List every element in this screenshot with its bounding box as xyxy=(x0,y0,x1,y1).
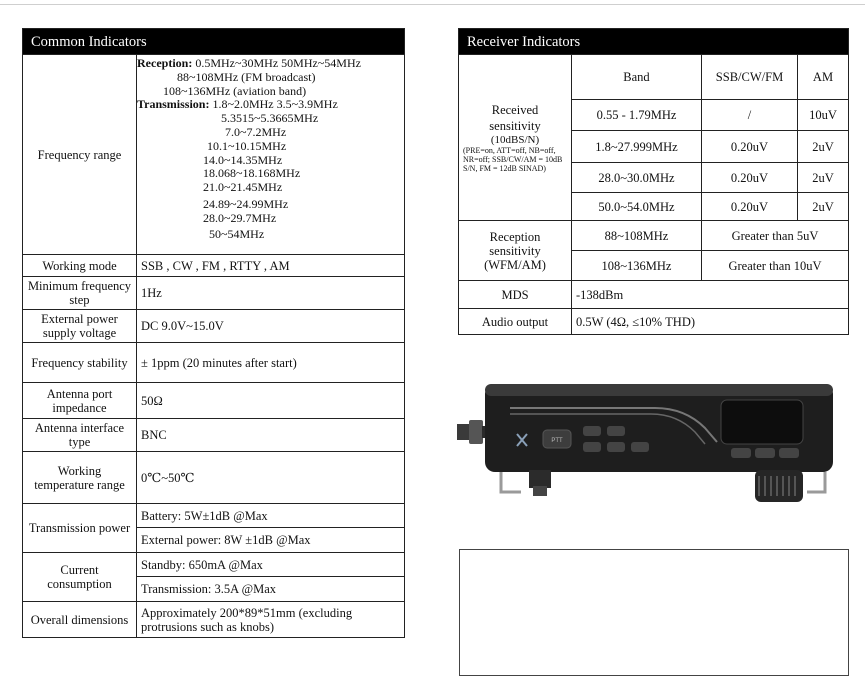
freq-line: 14.0~14.35MHz xyxy=(203,152,283,167)
freq-line: 24.89~24.99MHz xyxy=(203,196,289,211)
sens-note: (PRE=on, ATT=off, NB=off, NR=off; SSB/CW/AM = 10dB S/N, FM = 12dB SINAD) xyxy=(463,146,563,173)
display-screen xyxy=(721,400,803,444)
sens-band: 0.55 - 1.79MHz xyxy=(572,100,702,131)
col-header-am: AM xyxy=(798,55,849,100)
small-button[interactable] xyxy=(779,448,799,458)
overall-dimensions-label: Overall dimensions xyxy=(23,602,137,638)
small-button[interactable] xyxy=(755,448,775,458)
freq-line: 1.8~2.0MHz 3.5~3.9MHz xyxy=(209,97,338,112)
audio-output-value: 0.5W (4Ω, ≤10% THD) xyxy=(572,309,849,335)
receiver-indicators-table xyxy=(458,28,849,335)
audio-output-label: Audio output xyxy=(459,309,572,335)
freq-line: 5.3515~5.3665MHz xyxy=(221,111,319,126)
function-buttons[interactable] xyxy=(731,448,799,458)
working-mode-label: Working mode xyxy=(23,255,137,277)
sens-band: 50.0~54.0MHz xyxy=(572,193,702,221)
transmission-power-external: External power: 8W ±1dB @Max xyxy=(137,528,405,553)
sens-am: 2uV xyxy=(798,163,849,193)
mds-value: -138dBm xyxy=(572,281,849,309)
transmission-power-battery: Battery: 5W±1dB @Max xyxy=(137,504,405,528)
sens-label-line: sensitivity xyxy=(489,119,541,133)
page-top-rule xyxy=(0,4,865,5)
sens-ssb: 0.20uV xyxy=(702,163,798,193)
ptt-label: PTT xyxy=(551,438,563,444)
sens-band: 28.0~30.0MHz xyxy=(572,163,702,193)
current-transmission: Transmission: 3.5A @Max xyxy=(137,577,405,602)
transmission-power-label: Transmission power xyxy=(23,504,137,553)
device-top-edge xyxy=(485,384,833,396)
recep-band: 88~108MHz xyxy=(572,221,702,251)
freq-line: 108~136MHz (aviation band) xyxy=(163,83,307,98)
frequency-range-label: Frequency range xyxy=(23,55,137,255)
overall-dimensions-value: Approximately 200*89*51mm (excluding protrusions such as knobs) xyxy=(137,602,405,638)
small-button[interactable] xyxy=(607,442,625,452)
current-standby: Standby: 650mA @Max xyxy=(137,553,405,577)
freq-line-bold: Reception: xyxy=(137,56,193,70)
recep-value: Greater than 5uV xyxy=(702,221,849,251)
external-power-label: External power supply voltage xyxy=(23,310,137,343)
min-frequency-step-label: Minimum frequency step xyxy=(23,277,137,310)
receiver-indicators-title: Receiver Indicators xyxy=(459,29,849,55)
small-button[interactable] xyxy=(607,426,625,436)
working-temperature-value: 0℃~50℃ xyxy=(137,452,405,504)
small-button[interactable] xyxy=(583,442,601,452)
reception-sensitivity-label: Reception sensitivity (WFM/AM) xyxy=(459,221,572,281)
current-consumption-label: Current consumption xyxy=(23,553,137,602)
working-temperature-label: Working temperature range xyxy=(23,452,137,504)
antenna-impedance-label: Antenna port impedance xyxy=(23,383,137,419)
freq-line: 50~54MHz xyxy=(209,226,265,241)
freq-line: 21.0~21.45MHz xyxy=(203,180,283,195)
frequency-stability-value: ± 1ppm (20 minutes after start) xyxy=(137,343,405,383)
antenna-interface-label: Antenna interface type xyxy=(23,419,137,452)
antenna-impedance-value: 50Ω xyxy=(137,383,405,419)
sens-am: 2uV xyxy=(798,131,849,163)
freq-line: 88~108MHz (FM broadcast) xyxy=(177,69,316,84)
recep-band: 108~136MHz xyxy=(572,251,702,281)
antenna-interface-value: BNC xyxy=(137,419,405,452)
frequency-stability-label: Frequency stability xyxy=(23,343,137,383)
small-button[interactable] xyxy=(731,448,751,458)
working-mode-value: SSB , CW , FM , RTTY , AM xyxy=(137,255,405,277)
bottom-connector xyxy=(529,470,551,496)
common-indicators-table xyxy=(22,28,405,638)
freq-line: 10.1~10.15MHz xyxy=(207,138,287,153)
freq-line: 28.0~29.7MHz xyxy=(203,210,277,225)
col-header-ssb: SSB/CW/FM xyxy=(702,55,798,100)
col-header-band: Band xyxy=(572,55,702,100)
frequency-range-value xyxy=(137,55,405,255)
sens-ssb: / xyxy=(702,100,798,131)
freq-line: 7.0~7.2MHz xyxy=(225,124,287,139)
mds-label: MDS xyxy=(459,281,572,309)
sens-am: 10uV xyxy=(798,100,849,131)
small-button[interactable] xyxy=(631,442,649,452)
radio-device-image xyxy=(455,372,845,512)
freq-line: 0.5MHz~30MHz 50MHz~54MHz xyxy=(192,56,361,70)
recep-value: Greater than 10uV xyxy=(702,251,849,281)
external-power-value: DC 9.0V~15.0V xyxy=(137,310,405,343)
small-button[interactable] xyxy=(583,426,601,436)
sens-ssb: 0.20uV xyxy=(702,131,798,163)
sens-am: 2uV xyxy=(798,193,849,221)
sens-label-line: Received xyxy=(491,103,539,117)
freq-line: 18.068~18.168MHz xyxy=(203,166,301,181)
common-indicators-title: Common Indicators xyxy=(23,29,405,55)
sens-ssb: 0.20uV xyxy=(702,193,798,221)
min-frequency-step-value: 1Hz xyxy=(137,277,405,310)
sens-band: 1.8~27.999MHz xyxy=(572,131,702,163)
empty-panel xyxy=(459,549,849,676)
tuning-knob[interactable] xyxy=(755,470,803,502)
freq-line-bold: Transmission: xyxy=(137,97,210,112)
received-sensitivity-label xyxy=(459,55,572,221)
sens-label-line: (10dBS/N) xyxy=(490,134,540,146)
